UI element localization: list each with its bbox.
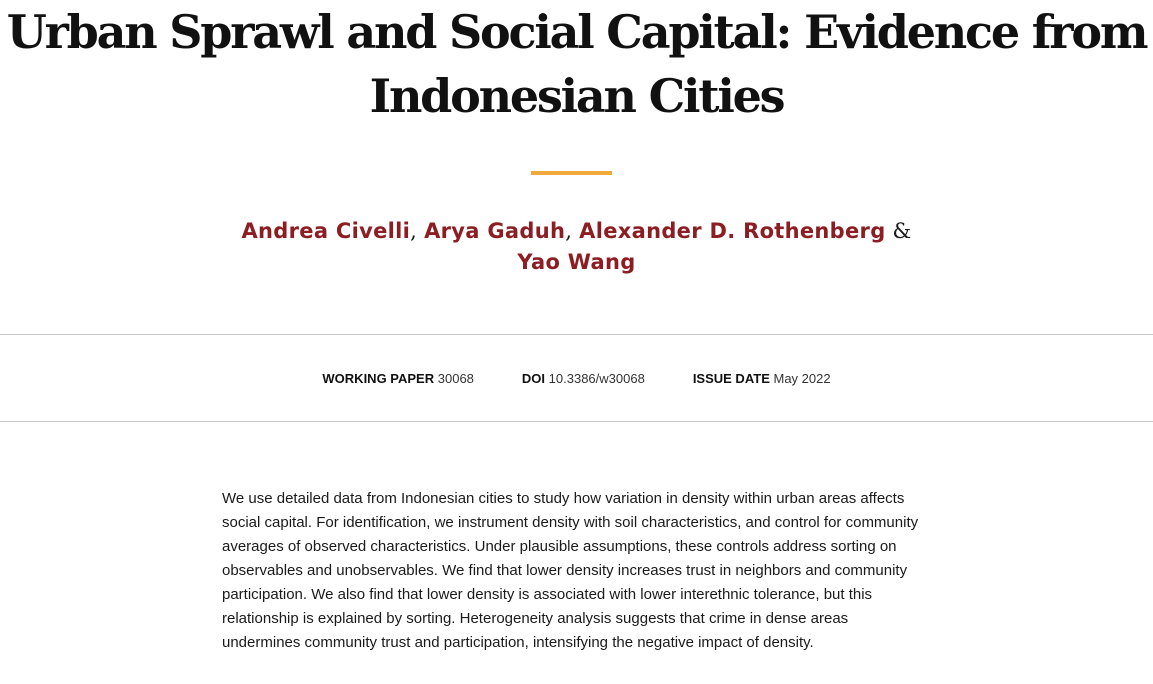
- author-link-arya-gaduh[interactable]: Arya Gaduh: [424, 219, 566, 243]
- author-line-2: [0, 247, 1153, 278]
- accent-divider: [531, 171, 612, 175]
- working-paper-value: 30068: [437, 370, 474, 386]
- author-link-alexander-d-rothenberg[interactable]: Alexander D. Rothenberg: [579, 219, 886, 243]
- doi-label: DOI: [521, 370, 546, 386]
- author-separator: ,: [410, 219, 425, 243]
- issue-date: [693, 371, 831, 386]
- author-separator: &: [885, 219, 912, 243]
- page-title: [0, 0, 1153, 128]
- author-separator: ,: [565, 219, 580, 243]
- working-paper-number: [322, 371, 474, 386]
- title-line-1: Urban Sprawl and Social Capital: Evidence from: [6, 5, 1147, 59]
- abstract-text: We use detailed data from Indonesian cities to study how variation in density within urban areas affects social capital. For identification, we instrument density with soil characteristics, and control for community averages of observed characteristics. Under plausible assumptions, these controls address sorting on observables and unobservables. We find that lower density increases trust in neighbors and community participation. We also find that lower density is associated with lower interethnic tolerance, but this relationship is explained by sorting. Heterogeneity analysis suggests that crime in dense areas undermines community trust and participation, intensifying the negative impact of density.: [222, 490, 919, 651]
- author-link-yao-wang[interactable]: Yao Wang: [517, 250, 636, 274]
- issue-date-value: May 2022: [773, 370, 831, 386]
- issue-date-label: ISSUE DATE: [692, 370, 770, 386]
- paper-metadata-bar: [0, 334, 1153, 422]
- author-list: [0, 216, 1153, 278]
- doi: [522, 371, 645, 386]
- working-paper-label: WORKING PAPER: [322, 370, 435, 386]
- author-link-andrea-civelli[interactable]: Andrea Civelli: [241, 219, 411, 243]
- doi-value: 10.3386/w30068: [548, 370, 645, 386]
- author-line-1: [0, 216, 1153, 247]
- title-line-2: Indonesian Cities: [369, 69, 784, 123]
